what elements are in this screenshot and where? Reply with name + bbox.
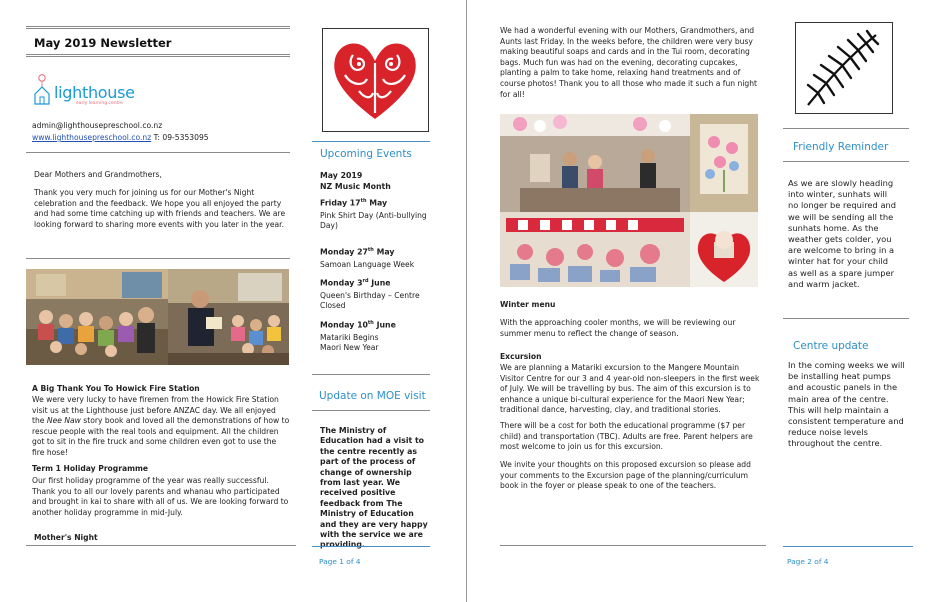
fire-text-b: story book and loved all the demonstrations of how to rescue people with the real tools and equipment. All the children got to sit in the fire truck and some children even got to use the fire hose!	[32, 416, 290, 457]
excursion-paragraph: We are planning a Matariki excursion to the Mangere Mountain Visitor Centre for our 3 and 4 year-old non-sleepers in the first week of July. We will be travelling by bus. The aim of this excursion is to enhance a unique bi-cultural experience for the Maori New Year; traditional dance, harvesting, clay, and traditional stories.	[500, 363, 760, 415]
contact-rule	[26, 152, 290, 153]
holiday-paragraph: Our first holiday programme of the year was really successful. Thank you to all our lovely parents and whanau who participated and brought in kai to share with all of us. We are looking forward to another holiday programme in mid-July.	[32, 476, 289, 517]
event-date: Monday 27th May	[320, 247, 395, 257]
winter-paragraph: With the approaching cooler months, we will be reviewing our summer menu to reflect the change of season.	[500, 318, 736, 338]
title-rule-top	[26, 26, 290, 29]
event-text: Samoan Language Week	[320, 259, 415, 269]
title-rule-bottom	[26, 54, 290, 57]
events-heading: Upcoming Events	[320, 148, 412, 160]
page-title: May 2019 Newsletter	[34, 36, 172, 50]
event-item	[320, 320, 432, 354]
page2-footer-rule	[783, 546, 913, 547]
fire-text-em: Nee Naw	[46, 416, 81, 426]
page1-footer-rule	[312, 546, 430, 547]
events-rule-top	[312, 141, 430, 142]
heart-image-frame	[322, 28, 429, 132]
photo-children-firemen	[26, 269, 168, 365]
events-month: May 2019	[320, 171, 363, 180]
fire-paragraph	[32, 395, 290, 459]
page2-bottom-rule	[500, 545, 766, 546]
contact-email[interactable]: admin@lighthousepreschool.co.nz	[32, 121, 163, 130]
centre-update-text: In the coming weeks we will be installing heat pumps and acoustic panels in the main area of the centre. This will help maintain a consistent temperature and reduce noise levels throughout the centre.	[788, 360, 905, 449]
intro-rule	[26, 258, 290, 259]
holiday-heading: Term 1 Holiday Programme	[32, 464, 149, 473]
event-item	[320, 198, 432, 232]
event-text: Queen's Birthday – Centre Closed	[320, 290, 420, 311]
photo-mothers-night-room	[500, 114, 690, 212]
lighthouse-logo	[32, 70, 142, 106]
page1-footer: Page 1 of 4	[319, 557, 361, 566]
fire-heading: A Big Thank You To Howick Fire Station	[32, 384, 200, 393]
contact-phone: T: 09-5353095	[153, 133, 209, 142]
centre-rule-top	[783, 318, 909, 319]
cost-paragraph: There will be a cost for both the educational programme ($7 per child) and transportation (TBC). Adults are free. Parent helpers are most welcome to join us for this excursion.	[500, 421, 753, 452]
event-item	[320, 278, 432, 312]
mothers-heading: Mother's Night	[34, 533, 98, 542]
fire-text-a: We were very lucky to have firemen from the Howick Fire Station visit us at the Lighthouse just before ANZAC day. We all enjoyed the	[32, 395, 279, 426]
centre-update-heading: Centre update	[793, 340, 869, 352]
reminder-rule-top	[783, 128, 909, 129]
event-date: Monday 10th June	[320, 320, 396, 330]
event-text: Pink Shirt Day (Anti-bullying Day)	[320, 210, 427, 231]
events-month-sub: NZ Music Month	[320, 182, 391, 191]
moe-rule-top	[312, 374, 430, 375]
website-link[interactable]: www.lighthousepreschool.co.nz	[32, 133, 152, 142]
reminder-heading: Friendly Reminder	[793, 141, 889, 153]
koru-heart-icon	[323, 29, 428, 131]
event-text: Matariki Begins Maori New Year	[320, 332, 379, 353]
winter-heading: Winter menu	[500, 300, 556, 309]
fern-image-frame	[795, 22, 893, 114]
reminder-rule-bottom	[783, 161, 909, 162]
greeting: Dear Mothers and Grandmothers,	[34, 170, 162, 179]
page-divider	[466, 0, 467, 602]
reminder-text: As we are slowly heading into winter, sunhats will no longer be required and we will be sending all the sunhats home. As the weather gets colder, you are welcome to bring in a winter hat for your child as well as a spare jumper and warm jacket.	[788, 178, 897, 289]
excursion-heading: Excursion	[500, 352, 542, 361]
mothers-rule	[26, 545, 296, 546]
invite-paragraph: We invite your thoughts on this proposed excursion so please add your comments to the Excursion page of the planning/curriculum book in the foyer or please speak to one of the teachers.	[500, 460, 751, 491]
moe-rule-bottom	[312, 410, 430, 411]
moe-heading: Update on MOE visit	[319, 390, 426, 402]
logo-tagline: early learning centre	[76, 101, 123, 106]
photo-flower-card	[690, 114, 758, 212]
mothers-night-paragraph: We had a wonderful evening with our Mothers, Grandmothers, and Aunts last Friday. In the weeks before, the children were very busy making beautiful soaps and cards and in the Tui room, decorating bags. Much fun was had on the evening, decorating cupcakes, planting a palm to take home, relaxing hand treatments and of course photos! Thank you to all those who made it such a fun night for all!	[500, 26, 758, 99]
silver-fern-icon	[796, 23, 892, 113]
contact-line	[32, 133, 209, 144]
photo-art-wall	[500, 212, 690, 287]
page2-footer: Page 2 of 4	[787, 557, 829, 566]
event-date: Monday 3rd June	[320, 278, 391, 288]
logo-wordmark: lighthouse	[54, 83, 135, 102]
photo-fireman-storytime	[168, 269, 289, 365]
event-item	[320, 247, 432, 270]
moe-text: The Ministry of Education had a visit to the centre recently as part of the process of change of ownership from last year. We received positive feedback from The Ministry of Education and they are very happy with the service we are providing.	[320, 426, 428, 550]
event-date: Friday 17th May	[320, 198, 388, 208]
intro-paragraph: Thank you very much for joining us for our Mother's Night celebration and the feedback. We hope you all enjoyed the party and had some time catching up with friends and teachers. We are looking forward to sharing more events with you later in the year.	[34, 188, 286, 229]
photo-cupcake-heart	[690, 212, 758, 287]
